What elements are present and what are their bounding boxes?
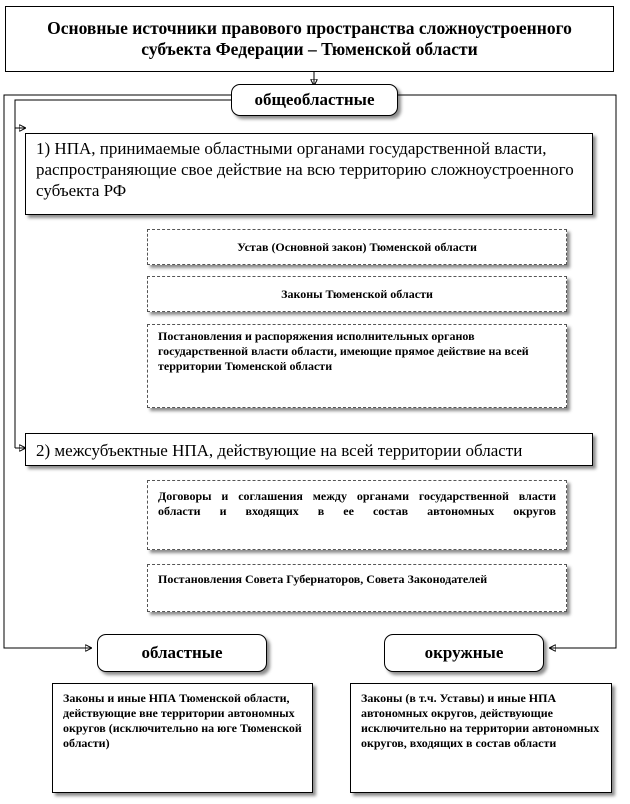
group1-box: 1) НПА, принимаемые областными органами государственной власти, распространяющие свое действие на всю территорию сложноустроенного субъекта РФ (25, 133, 593, 215)
regional-label: областные (97, 634, 267, 672)
regional-text: Законы и иные НПА Тюменской области, действующие вне территории автономных округов (исключительно на юге Тюменской области) (52, 683, 313, 793)
group1-item-resolutions: Постановления и распоряжения исполнительных органов государственной власти области, имеющие прямое действие на всей территории Тюменской области (147, 324, 567, 408)
district-label: окружные (384, 634, 544, 672)
diagram-title: Основные источники правового пространства сложноустроенного субъекта Федерации – Тюменской области (5, 6, 614, 72)
group2-item-councils: Постановления Совета Губернаторов, Совета Законодателей (147, 564, 567, 612)
group2-item-agreements: Договоры и соглашения между органами государственной власти области и входящих в ее состав автономных округов (147, 480, 567, 550)
general-label: общеобластные (231, 84, 398, 116)
group1-item-charter: Устав (Основной закон) Тюменской области (147, 229, 567, 265)
group1-item-laws: Законы Тюменской области (147, 276, 567, 312)
group2-box: 2) межсубъектные НПА, действующие на всей территории области (25, 433, 593, 466)
district-text: Законы (в т.ч. Уставы) и иные НПА автономных округов, действующие исключительно на территории автономных округов, входящих в состав области (350, 683, 612, 793)
